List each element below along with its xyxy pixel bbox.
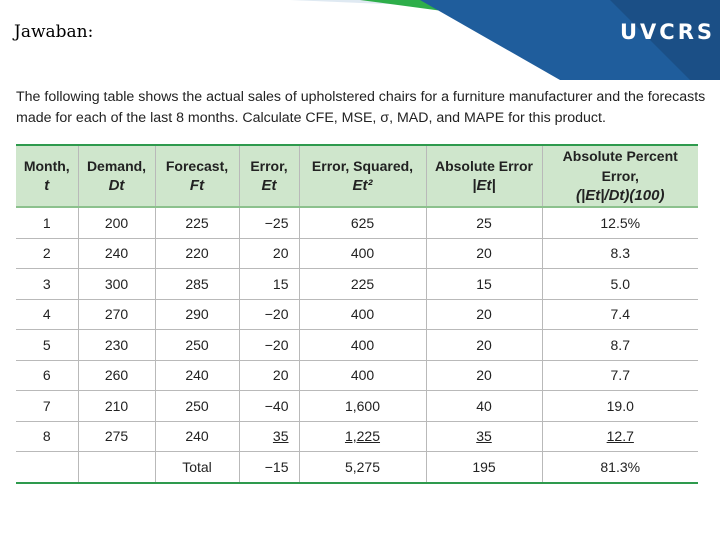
table-row bbox=[16, 330, 698, 361]
cell-percent-error: 8.7 bbox=[542, 330, 698, 361]
col-error-squared: Error, Squared, Et² bbox=[299, 145, 426, 207]
cell-demand: 230 bbox=[78, 330, 155, 361]
cell-percent-error: 7.7 bbox=[542, 360, 698, 391]
cell-error: 15 bbox=[239, 269, 299, 300]
table-row bbox=[16, 269, 698, 300]
cell-absolute-error: 20 bbox=[426, 360, 542, 391]
cell-error: −20 bbox=[239, 330, 299, 361]
cell-demand: 270 bbox=[78, 299, 155, 330]
cell-percent-error: 5.0 bbox=[542, 269, 698, 300]
cell-error-squared: 1,600 bbox=[299, 391, 426, 422]
cell-percent-error: 12.5% bbox=[542, 207, 698, 238]
table-total-row bbox=[16, 452, 698, 483]
cell-absolute-error: 20 bbox=[426, 299, 542, 330]
cell-absolute-error: 15 bbox=[426, 269, 542, 300]
cell-absolute-error: 40 bbox=[426, 391, 542, 422]
cell-percent-error: 19.0 bbox=[542, 391, 698, 422]
cell-month: 1 bbox=[16, 207, 78, 238]
cell-error-squared: 625 bbox=[299, 207, 426, 238]
total-error-squared: 5,275 bbox=[299, 452, 426, 483]
cell-month: 5 bbox=[16, 330, 78, 361]
cell-percent-error: 12.7 bbox=[542, 421, 698, 452]
cell-empty bbox=[78, 452, 155, 483]
cell-error: 35 bbox=[239, 421, 299, 452]
cell-month: 8 bbox=[16, 421, 78, 452]
table-row bbox=[16, 299, 698, 330]
table-row bbox=[16, 360, 698, 391]
cell-absolute-error: 35 bbox=[426, 421, 542, 452]
cell-month: 3 bbox=[16, 269, 78, 300]
cell-forecast: 285 bbox=[155, 269, 239, 300]
cell-error: −25 bbox=[239, 207, 299, 238]
cell-absolute-error: 20 bbox=[426, 238, 542, 269]
cell-percent-error: 8.3 bbox=[542, 238, 698, 269]
cell-demand: 200 bbox=[78, 207, 155, 238]
table-row bbox=[16, 421, 698, 452]
cell-forecast: 250 bbox=[155, 330, 239, 361]
table-header-row bbox=[16, 145, 698, 207]
table-row bbox=[16, 207, 698, 238]
cell-demand: 275 bbox=[78, 421, 155, 452]
cell-demand: 300 bbox=[78, 269, 155, 300]
col-forecast: Forecast, Ft bbox=[155, 145, 239, 207]
table-row bbox=[16, 391, 698, 422]
page-title: Jawaban: bbox=[14, 22, 94, 42]
cell-absolute-error: 25 bbox=[426, 207, 542, 238]
cell-error-squared: 1,225 bbox=[299, 421, 426, 452]
problem-statement bbox=[16, 87, 706, 129]
table-row bbox=[16, 238, 698, 269]
cell-empty bbox=[16, 452, 78, 483]
col-error: Error, Et bbox=[239, 145, 299, 207]
total-absolute-error: 195 bbox=[426, 452, 542, 483]
cell-demand: 260 bbox=[78, 360, 155, 391]
cell-month: 4 bbox=[16, 299, 78, 330]
cell-forecast: 225 bbox=[155, 207, 239, 238]
cell-month: 7 bbox=[16, 391, 78, 422]
col-absolute-percent-error: Absolute Percent Error, (|Et|/Dt)(100) bbox=[542, 145, 698, 207]
cell-demand: 210 bbox=[78, 391, 155, 422]
forecast-error-table bbox=[16, 144, 698, 484]
cell-forecast: 220 bbox=[155, 238, 239, 269]
table-body bbox=[16, 207, 698, 483]
cell-absolute-error: 20 bbox=[426, 330, 542, 361]
problem-line-1: The following table shows the actual sales of upholstered chairs for a furniture manufacturer and the forecasts bbox=[16, 89, 706, 105]
cell-demand: 240 bbox=[78, 238, 155, 269]
cell-error: 20 bbox=[239, 238, 299, 269]
cell-error-squared: 400 bbox=[299, 360, 426, 391]
problem-line-2: made for each of the last 8 months. Calculate CFE, MSE, σ, MAD, and MAPE for this product. bbox=[16, 110, 606, 126]
header-banner bbox=[0, 0, 720, 80]
cell-month: 2 bbox=[16, 238, 78, 269]
cell-error: −40 bbox=[239, 391, 299, 422]
total-error: −15 bbox=[239, 452, 299, 483]
cell-error: −20 bbox=[239, 299, 299, 330]
cell-error-squared: 225 bbox=[299, 269, 426, 300]
total-percent-error: 81.3% bbox=[542, 452, 698, 483]
uvcrs-logo: UVCRS bbox=[620, 20, 716, 44]
cell-forecast: 250 bbox=[155, 391, 239, 422]
cell-error: 20 bbox=[239, 360, 299, 391]
cell-percent-error: 7.4 bbox=[542, 299, 698, 330]
cell-error-squared: 400 bbox=[299, 299, 426, 330]
col-absolute-error: Absolute Error |Et| bbox=[426, 145, 542, 207]
cell-error-squared: 400 bbox=[299, 238, 426, 269]
cell-forecast: 240 bbox=[155, 360, 239, 391]
cell-error-squared: 400 bbox=[299, 330, 426, 361]
col-demand: Demand, Dt bbox=[78, 145, 155, 207]
total-label: Total bbox=[155, 452, 239, 483]
cell-forecast: 290 bbox=[155, 299, 239, 330]
cell-forecast: 240 bbox=[155, 421, 239, 452]
cell-month: 6 bbox=[16, 360, 78, 391]
col-month: Month, t bbox=[16, 145, 78, 207]
